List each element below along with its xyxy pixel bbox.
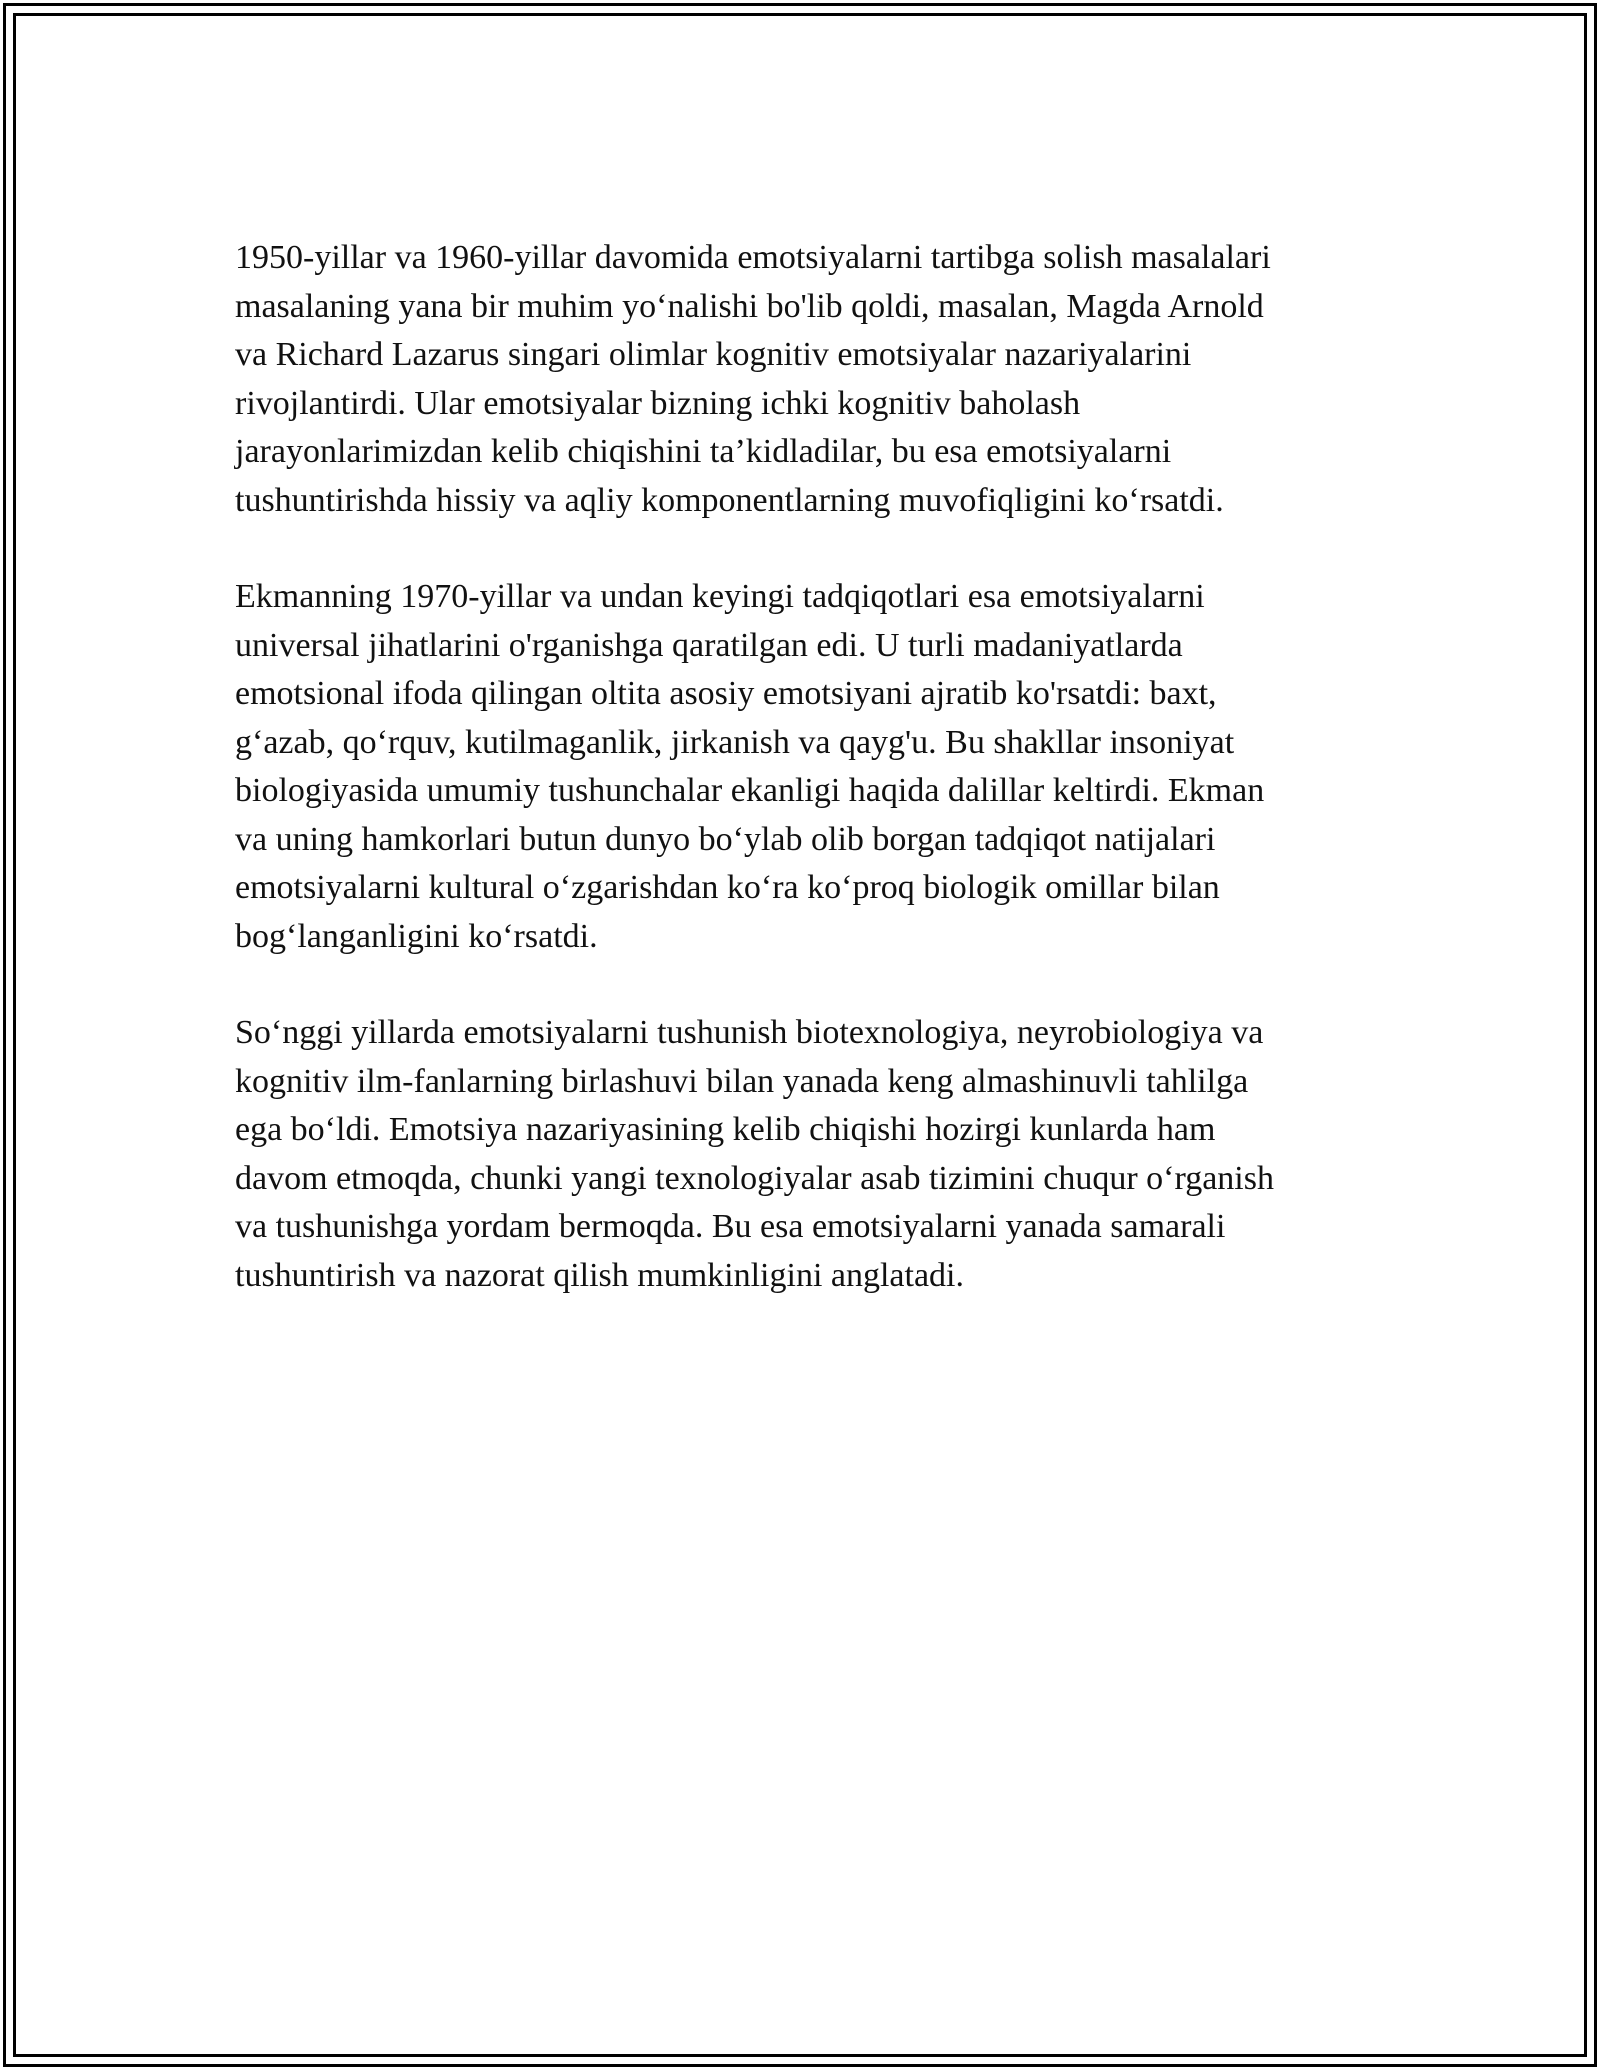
paragraph-2 <box>235 573 1375 961</box>
paragraph-line: tushuntirishda hissiy va aqliy komponentlarning muvofiqligini ko‘rsatdi. <box>235 481 1224 519</box>
paragraph-line: va uning hamkorlari butun dunyo bo‘ylab olib borgan tadqiqot natijalari <box>235 820 1216 858</box>
paragraph-1 <box>235 234 1375 525</box>
paragraph-line: So‘nggi yillarda emotsiyalarni tushunish biotexnologiya, neyrobiologiya va <box>235 1014 1264 1051</box>
paragraph-line: kognitiv ilm-fanlarning birlashuvi bilan yanada keng almashinuvli tahlilga <box>235 1062 1249 1100</box>
paragraph-line: 1950-yillar va 1960-yillar davomida emotsiyalarni tartibga solish masalalari <box>235 239 1271 276</box>
paragraph-line: Ekmanning 1970-yillar va undan keyingi tadqiqotlari esa emotsiyalarni <box>235 578 1205 615</box>
paragraph-line: tushuntirish va nazorat qilish mumkinligini anglatadi. <box>235 1256 965 1294</box>
paragraph-line: g‘azab, qo‘rquv, kutilmaganlik, jirkanish va qayg'u. Bu shakllar insoniyat <box>235 723 1235 761</box>
paragraph-line: emotsional ifoda qilingan oltita asosiy emotsiyani ajratib ko'rsatdi: baxt, <box>235 675 1217 712</box>
paragraph-line: davom etmoqda, chunki yangi texnologiyalar asab tizimini chuqur o‘rganish <box>235 1159 1274 1197</box>
paragraph-line: jarayonlarimizdan kelib chiqishini ta’kidladilar, bu esa emotsiyalarni <box>235 433 1172 470</box>
paragraph-line: universal jihatlarini o'rganishga qaratilgan edi. U turli madaniyatlarda <box>235 626 1183 664</box>
paragraph-line: bog‘langanligini ko‘rsatdi. <box>235 917 598 955</box>
paragraph-line: va Richard Lazarus singari olimlar kognitiv emotsiyalar nazariyalarini <box>235 336 1192 373</box>
document-body <box>235 234 1375 1348</box>
paragraph-line: emotsiyalarni kultural o‘zgarishdan ko‘ra ko‘proq biologik omillar bilan <box>235 869 1220 906</box>
paragraph-line: ega bo‘ldi. Emotsiya nazariyasining kelib chiqishi hozirgi kunlarda ham <box>235 1111 1216 1148</box>
paragraph-line: rivojlantirdi. Ular emotsiyalar bizning ichki kognitiv baholash <box>235 384 1081 422</box>
paragraph-line: va tushunishga yordam bermoqda. Bu esa emotsiyalarni yanada samarali <box>235 1208 1226 1245</box>
paragraph-line: biologiyasida umumiy tushunchalar ekanligi haqida dalillar keltirdi. Ekman <box>235 772 1265 809</box>
paragraph-3 <box>235 1009 1375 1300</box>
paragraph-line: masalaning yana bir muhim yo‘nalishi bo'lib qoldi, masalan, Magda Arnold <box>235 287 1264 325</box>
